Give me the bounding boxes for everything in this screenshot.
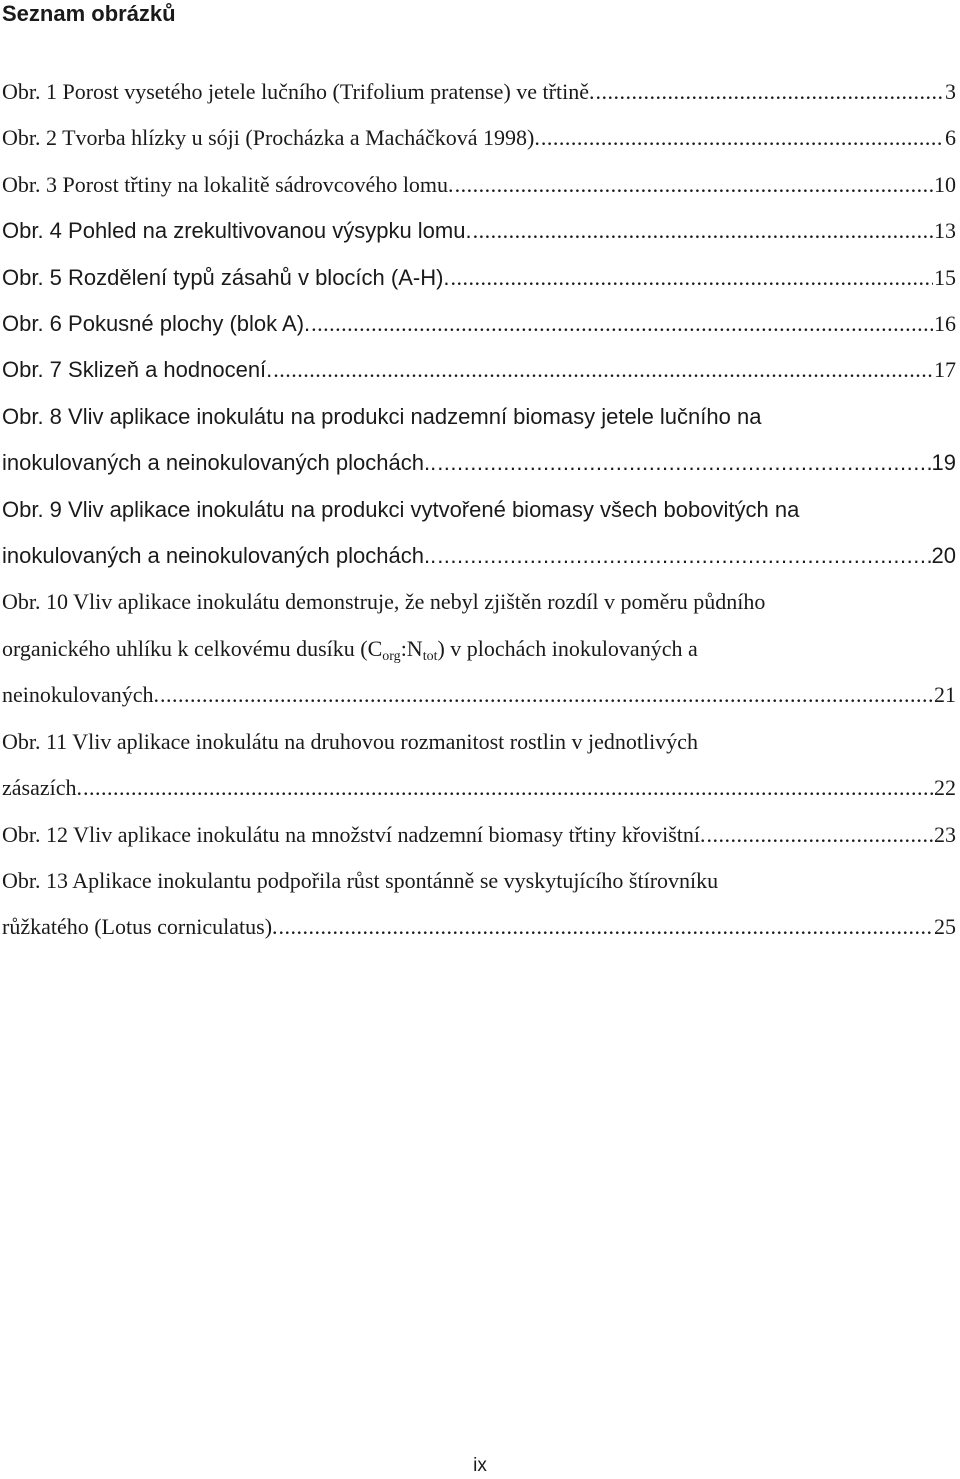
entry-title: růžkatého (Lotus corniculatus). — [2, 914, 278, 940]
entry-title: Obr. 3 Porost třtiny na lokalitě sádrovcového lomu. — [2, 171, 454, 197]
list-item[interactable] — [2, 812, 958, 858]
entry-title: inokulovaných a neinokulovaných plochách.. — [2, 450, 437, 476]
figure-list — [2, 69, 958, 951]
list-item[interactable] — [2, 69, 958, 115]
entry-title-line: Obr. 8 Vliv aplikace inokulátu na produkci nadzemní biomasy jetele lučního na — [2, 403, 762, 429]
dot-leader — [595, 69, 944, 115]
dot-leader — [706, 812, 933, 858]
list-item[interactable] — [2, 208, 958, 254]
page-number-ref: 21 — [934, 682, 956, 708]
subscript: org — [382, 648, 401, 664]
page-number-ref: 6 — [945, 125, 956, 151]
page-number-ref: 23 — [934, 821, 956, 847]
dot-leader — [83, 765, 933, 811]
entry-title-line — [2, 626, 958, 672]
subscript: tot — [422, 648, 438, 664]
entry-title-text: organického uhlíku k celkovému dusíku (C — [2, 635, 383, 661]
entry-title: Obr. 6 Pokusné plochy (blok A). — [2, 311, 311, 337]
page-number-ref: 16 — [934, 311, 956, 337]
entry-title-text: ) v plochách inokulovaných a — [437, 635, 698, 661]
list-item[interactable] — [2, 487, 958, 580]
page-number-ref: 3 — [945, 79, 956, 104]
entry-title-line: Obr. 11 Vliv aplikace inokulátu na druhovou rozmanitost rostlin v jednotlivých — [2, 728, 698, 754]
entry-title: zásazích. — [2, 775, 82, 801]
dot-leader — [437, 440, 930, 486]
list-item[interactable] — [2, 162, 958, 208]
dot-leader — [279, 904, 933, 950]
page-number-ref: 20 — [931, 543, 956, 569]
list-item[interactable] — [2, 579, 958, 718]
list-item[interactable] — [2, 858, 958, 951]
entry-title: neinokulovaných. — [2, 682, 160, 708]
page-number-ref: 15 — [934, 264, 956, 290]
entry-title-line: Obr. 10 Vliv aplikace inokulátu demonstruje, že nebyl zjištěn rozdíl v poměru půdního — [2, 589, 766, 615]
entry-title: Obr. 12 Vliv aplikace inokulátu na množství nadzemní biomasy třtiny křovištní. — [2, 821, 706, 847]
dot-leader — [160, 672, 933, 718]
list-item[interactable] — [2, 719, 958, 812]
list-item[interactable] — [2, 255, 958, 301]
entry-title: inokulovaných a neinokulovaných plochách.. — [2, 543, 437, 569]
dot-leader — [273, 347, 933, 393]
entry-title-line: Obr. 9 Vliv aplikace inokulátu na produkci vytvořené biomasy všech bobovitých na — [2, 496, 800, 522]
entry-title: Obr. 1 Porost vysetého jetele lučního (Trifolium pratense) ve třtině. — [2, 79, 595, 104]
list-item[interactable] — [2, 115, 958, 161]
page-footer-number: ix — [473, 1455, 487, 1476]
entry-title: Obr. 7 Sklizeň a hodnocení. — [2, 357, 273, 383]
page-number-ref: 25 — [934, 914, 956, 940]
dot-leader — [455, 162, 933, 208]
list-item[interactable] — [2, 394, 958, 487]
list-item[interactable] — [2, 301, 958, 347]
entry-title-text: :N — [400, 635, 423, 661]
page-number-ref: 10 — [934, 171, 956, 197]
page-number-ref: 22 — [934, 775, 956, 801]
dot-leader — [473, 208, 933, 254]
entry-title-line: Obr. 13 Aplikace inokulantu podpořila růst spontánně se vyskytujícího štírovníku — [2, 867, 719, 893]
dot-leader — [437, 533, 930, 579]
page-number-ref: 19 — [931, 450, 956, 476]
dot-leader — [311, 301, 933, 347]
list-item[interactable] — [2, 347, 958, 393]
entry-title: Obr. 2 Tvorba hlízky u sóji (Procházka a Macháčková 1998). — [2, 125, 540, 151]
entry-title: Obr. 4 Pohled na zrekultivovanou výsypku lomu. — [2, 218, 472, 244]
page-number-ref: 13 — [934, 218, 956, 244]
page-number-ref: 17 — [934, 357, 956, 383]
entry-title: Obr. 5 Rozdělení typů zásahů v blocích (A-H). — [2, 264, 450, 290]
dot-leader — [541, 115, 944, 161]
list-heading: Seznam obrázků — [2, 1, 176, 26]
dot-leader — [451, 255, 933, 301]
